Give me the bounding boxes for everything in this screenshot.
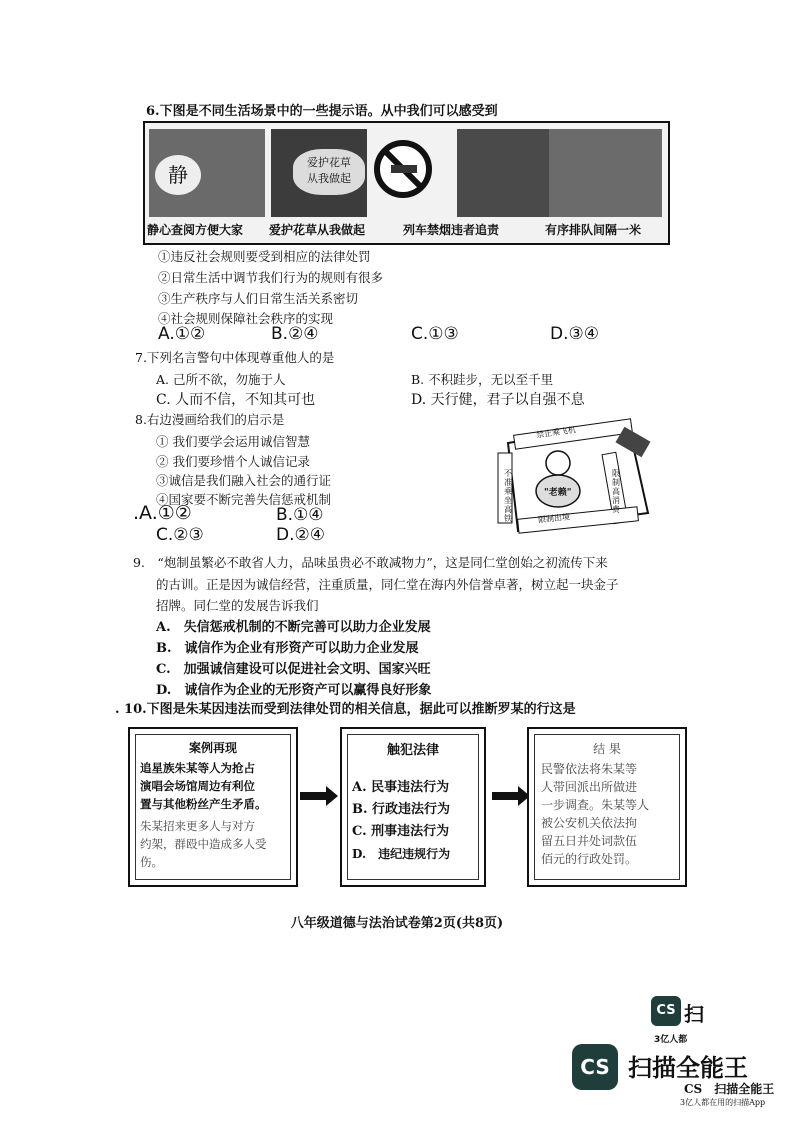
case-line-3: 置与其他粉丝产生矛盾。 (140, 797, 267, 811)
case-title: 案例再现 (188, 741, 237, 755)
watermark-brand-sub: 3亿人都在用的扫描App (680, 1098, 766, 1107)
law-box (340, 727, 486, 887)
cartoon-label-5: 限制高消费 (612, 469, 620, 514)
q6-stem: 6.下图是不同生活场景中的一些提示语。从中我们可以感受到 (146, 104, 498, 119)
q9-option-a: A. 失信惩戒机制的不断完善可以助力企业发展 (156, 620, 431, 635)
caption-2: 爱护花草从我做起 (269, 223, 366, 237)
q7-option-b: B. 不积跬步，无以至千里 (411, 372, 554, 387)
q6-statement-1: ①违反社会规则要受到相应的法律处罚 (158, 249, 371, 264)
caption-4: 有序排队间隔一米 (545, 223, 642, 237)
q6-option-d: D.③④ (550, 324, 599, 344)
result-box (527, 727, 687, 887)
q7-stem: 7.下列名言警句中体现尊重他人的是 (135, 350, 335, 365)
q8-statement-4: ④国家要不断完善失信惩戒机制 (156, 492, 332, 507)
flowers-sign (293, 149, 365, 195)
law-option-d: D. 违纪违规行为 (352, 847, 451, 861)
q8-option-a: .A.①② (133, 502, 192, 524)
watermark-small-caption: 3亿人都 (654, 1035, 688, 1045)
law-option-a: A. 民事违法行为 (352, 780, 450, 795)
watermark-brand: CS 扫描全能王 (684, 1082, 775, 1096)
q8-statement-1: ① 我们要学会运用诚信智慧 (156, 434, 310, 449)
q8-stem: 8.右边漫画给我们的启示是 (135, 412, 285, 427)
q8-option-b: B.①④ (276, 505, 324, 525)
case-line-1: 追星族朱某等人为抢占 (140, 761, 255, 775)
q9-option-d: D. 诚信作为企业的无形资产可以赢得良好形象 (156, 683, 432, 698)
result-text (541, 760, 649, 868)
queue-photo (549, 129, 662, 217)
q9-option-b: B. 诚信作为企业有形资产可以助力企业发展 (156, 641, 419, 656)
result-line-6: 佰元的行政处罚。 (541, 852, 638, 866)
q7-option-d: D. 天行健，君子以自强不息 (411, 392, 585, 408)
watermark-title: 扫描全能王 (628, 1054, 748, 1082)
caption-3: 列车禁烟违者追责 (403, 223, 500, 237)
arrow-right-icon (300, 792, 326, 800)
no-smoking-icon (367, 129, 437, 217)
law-options (352, 777, 450, 865)
case-line-4: 朱某招来更多人与对方 (140, 819, 255, 833)
page-footer: 八年级道德与法治试卷第2页(共8页) (290, 916, 504, 931)
library-photo (149, 129, 265, 217)
result-line-1: 民警依法将朱某等 (541, 762, 638, 776)
q8-option-c: C.②③ (156, 525, 204, 545)
q6-statement-4: ④社会规则保障社会秩序的实现 (158, 311, 334, 326)
caption-1: 静心查阅方便大家 (147, 223, 244, 237)
case-box (128, 727, 298, 887)
case-text (140, 817, 267, 871)
case-line-5: 约架，群殴中造成多人受 (140, 837, 267, 851)
q8-statement-3: ③诚信是我们融入社会的通行证 (156, 473, 332, 488)
result-line-2: 人带回派出所做进 (541, 780, 638, 794)
result-line-4: 被公安机关依法拘 (541, 816, 638, 830)
case-line-6: 伤。 (140, 855, 163, 869)
flowers-sign-line1: 爱护花草 (307, 156, 351, 169)
q9-stem-line1: 9. “炮制虽繁必不敢省人力，品味虽贵必不敢减物力”，这是同仁堂创始之初流传下来 (133, 555, 608, 570)
q7-option-a: A. 己所不欲，勿施于人 (156, 372, 286, 387)
law-title: 触犯法律 (386, 743, 439, 758)
watermark-small-char: 扫 (684, 1002, 704, 1026)
cs-logo-small-icon: CS (651, 996, 681, 1026)
cartoon-label-1: 禁止乘飞机 (535, 425, 577, 440)
q9-stem-line2: 的古训。正是因为诚信经营，注重质量，同仁堂在海内外信誉卓著，树立起一块金子 (156, 577, 619, 592)
q8-option-d: D.②④ (276, 525, 325, 545)
quiet-sign: 静 (155, 155, 201, 195)
cs-logo-icon: CS (572, 1044, 618, 1090)
law-option-b: B. 行政违法行为 (352, 802, 451, 817)
flowers-sign-line2: 从我做起 (307, 172, 351, 185)
q7-option-c: C. 人而不信，不知其可也 (156, 392, 316, 408)
credit-cartoon (478, 413, 666, 537)
q6-option-b: B.②④ (271, 324, 319, 344)
result-line-3: 一步调查。朱某等人 (541, 798, 650, 812)
q10-stem: . 10.下图是朱某因违法而受到法律处罚的相关信息，据此可以推断罗某的行这是 (115, 702, 576, 717)
result-title: 结 果 (593, 742, 621, 756)
case-text-bold (140, 759, 267, 813)
q9-stem-line3: 招牌。同仁堂的发展告诉我们 (156, 598, 319, 613)
result-line-5: 留五日并处词款伍 (541, 834, 638, 848)
cartoon-label-3: "老赖" (544, 488, 572, 498)
law-option-c: C. 刑事违法行为 (352, 824, 450, 839)
q9-option-c: C. 加强诚信建设可以促进社会文明、国家兴旺 (156, 662, 431, 677)
q6-photo-strip (143, 121, 670, 245)
q6-statement-3: ③生产秩序与人们日常生活关系密切 (158, 291, 359, 306)
cartoon-label-2: 不准乘坐高铁 (504, 469, 512, 523)
q6-option-a: A.①② (158, 324, 206, 344)
cartoon-label-4: 限制出境 (537, 512, 571, 525)
train-photo (457, 129, 549, 217)
q8-statement-2: ② 我们要珍惜个人诚信记录 (156, 454, 310, 469)
no-smoking-photo (367, 129, 437, 217)
q6-statement-2: ②日常生活中调节我们行为的规则有很多 (158, 270, 384, 285)
q6-option-c: C.①③ (411, 324, 459, 344)
case-line-2: 演唱会场馆周边有利位 (140, 779, 255, 793)
arrow-right-icon (492, 792, 518, 800)
